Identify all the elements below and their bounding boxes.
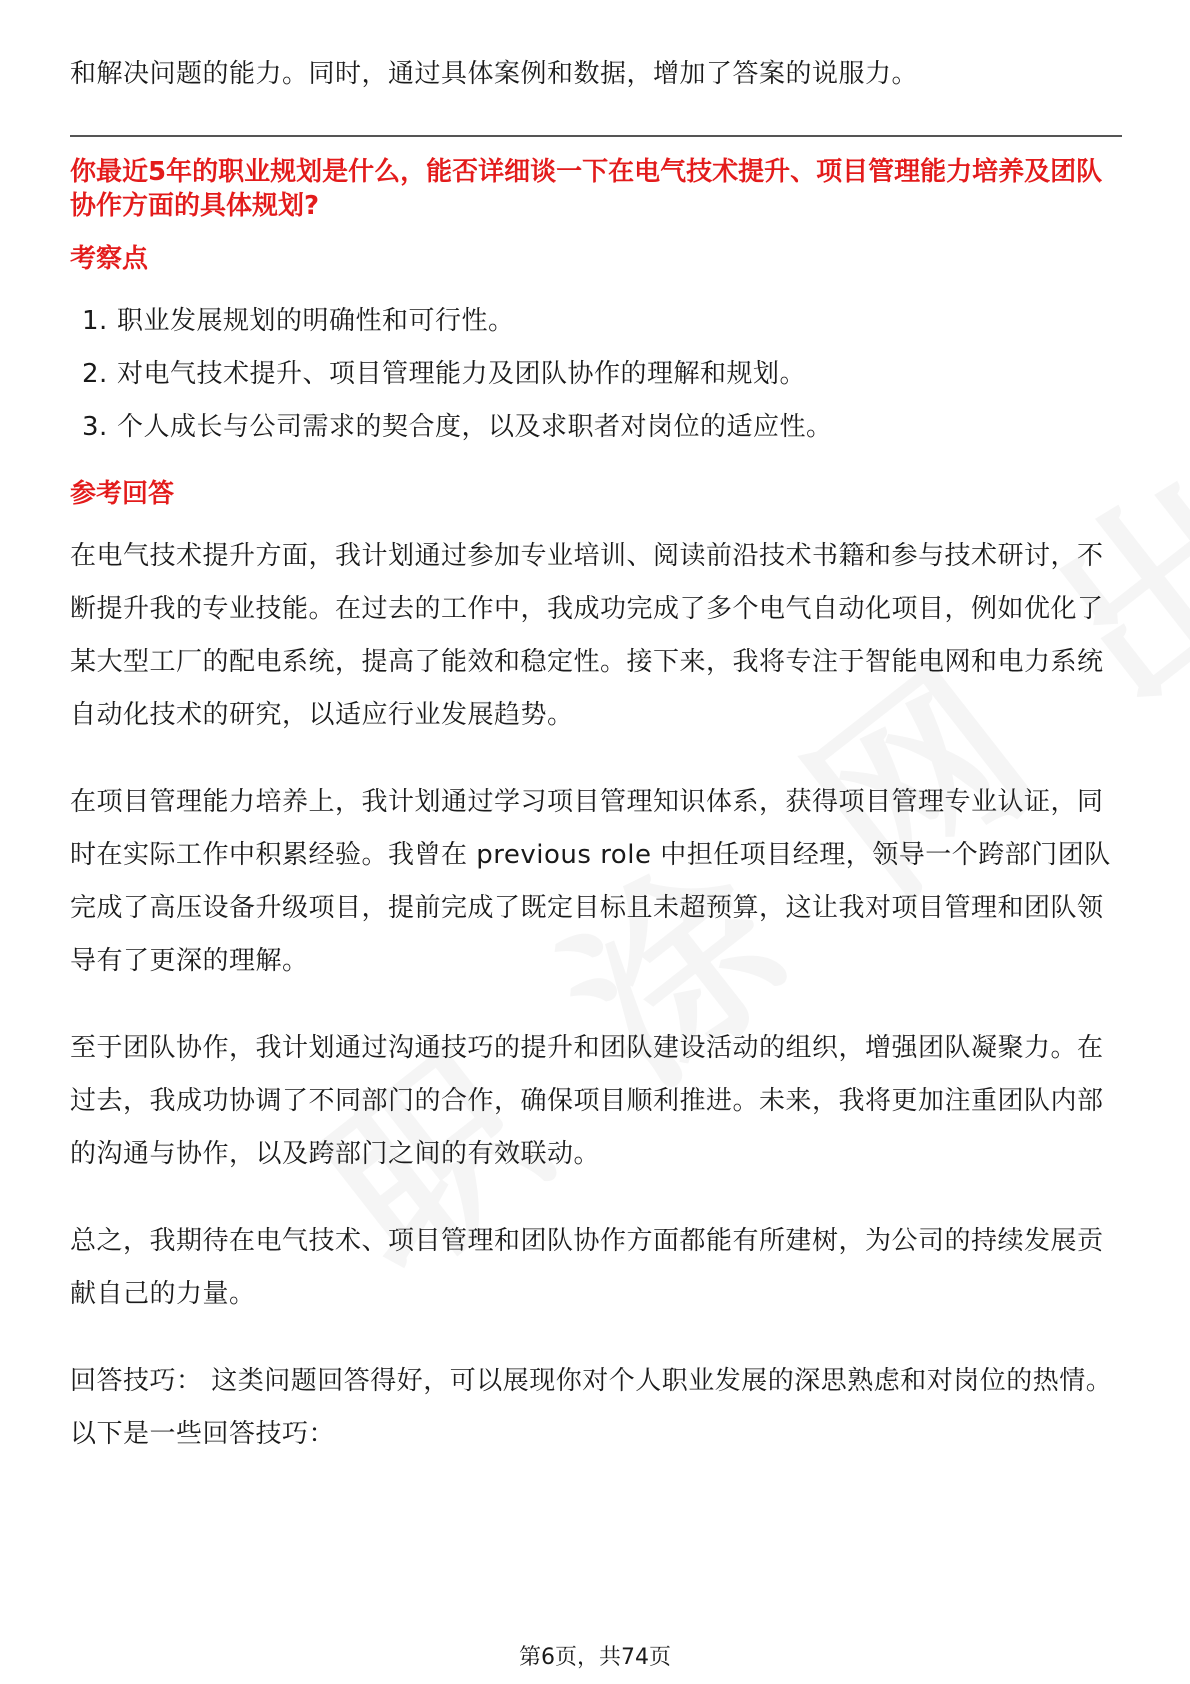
- answer-paragraph: 至于团队协作，我计划通过沟通技巧的提升和团队建设活动的组织，增强团队凝聚力。在过去，我成功协调了不同部门的合作，确保项目顺利推进。未来，我将更加注重团队内部的沟通与协作，以及跨部门之间的有效联动。: [70, 1033, 1104, 1169]
- answer-tips-paragraph: 回答技巧： 这类问题回答得好，可以展现你对个人职业发展的深思熟虑和对岗位的热情。以下是一些回答技巧：: [70, 1366, 1113, 1449]
- answer-paragraph: 总之，我期待在电气技术、项目管理和团队协作方面都能有所建树，为公司的持续发展贡献自己的力量。: [70, 1226, 1104, 1309]
- section-divider: [70, 135, 1122, 137]
- intro-text: 和解决问题的能力。同时，通过具体案例和数据，增加了答案的说服力。: [70, 59, 919, 89]
- page-number: 第6页，共74页: [519, 1645, 671, 1670]
- list-item: [70, 401, 1122, 454]
- list-item-number: 3.: [82, 412, 108, 442]
- list-item: [70, 348, 1122, 401]
- answer-paragraph: 在项目管理能力培养上，我计划通过学习项目管理知识体系，获得项目管理专业认证，同时在实际工作中积累经验。我曾在 previous role 中担任项目经理，领导一个跨部门团队完成了高压设备升级项目，提前完成了既定目标且未超预算，这让我对项目管理和团队领导有了更深的理解。: [70, 787, 1111, 976]
- examination-points-list: [70, 295, 1122, 454]
- list-item-text: 个人成长与公司需求的契合度，以及求职者对岗位的适应性。: [117, 412, 833, 442]
- list-item-number: 1.: [82, 306, 108, 336]
- answer-paragraph: 在电气技术提升方面，我计划通过参加专业培训、阅读前沿技术书籍和参与技术研讨，不断提升我的专业技能。在过去的工作中，我成功完成了多个电气自动化项目，例如优化了某大型工厂的配电系统，提高了能效和稳定性。接下来，我将专注于智能电网和电力系统自动化技术的研究，以适应行业发展趋势。: [70, 541, 1104, 730]
- list-item-text: 职业发展规划的明确性和可行性。: [117, 306, 515, 336]
- list-item: [70, 295, 1122, 348]
- page-content: [70, 48, 1122, 1461]
- reference-answer-heading: 参考回答: [70, 479, 175, 509]
- examination-points-heading: 考察点: [70, 244, 149, 274]
- list-item-text: 对电气技术提升、项目管理能力及团队协作的理解和规划。: [117, 359, 807, 389]
- question-title: 你最近5年的职业规划是什么，能否详细谈一下在电气技术提升、项目管理能力培养及团队协作方面的具体规划?: [70, 157, 1103, 221]
- list-item-number: 2.: [82, 359, 108, 389]
